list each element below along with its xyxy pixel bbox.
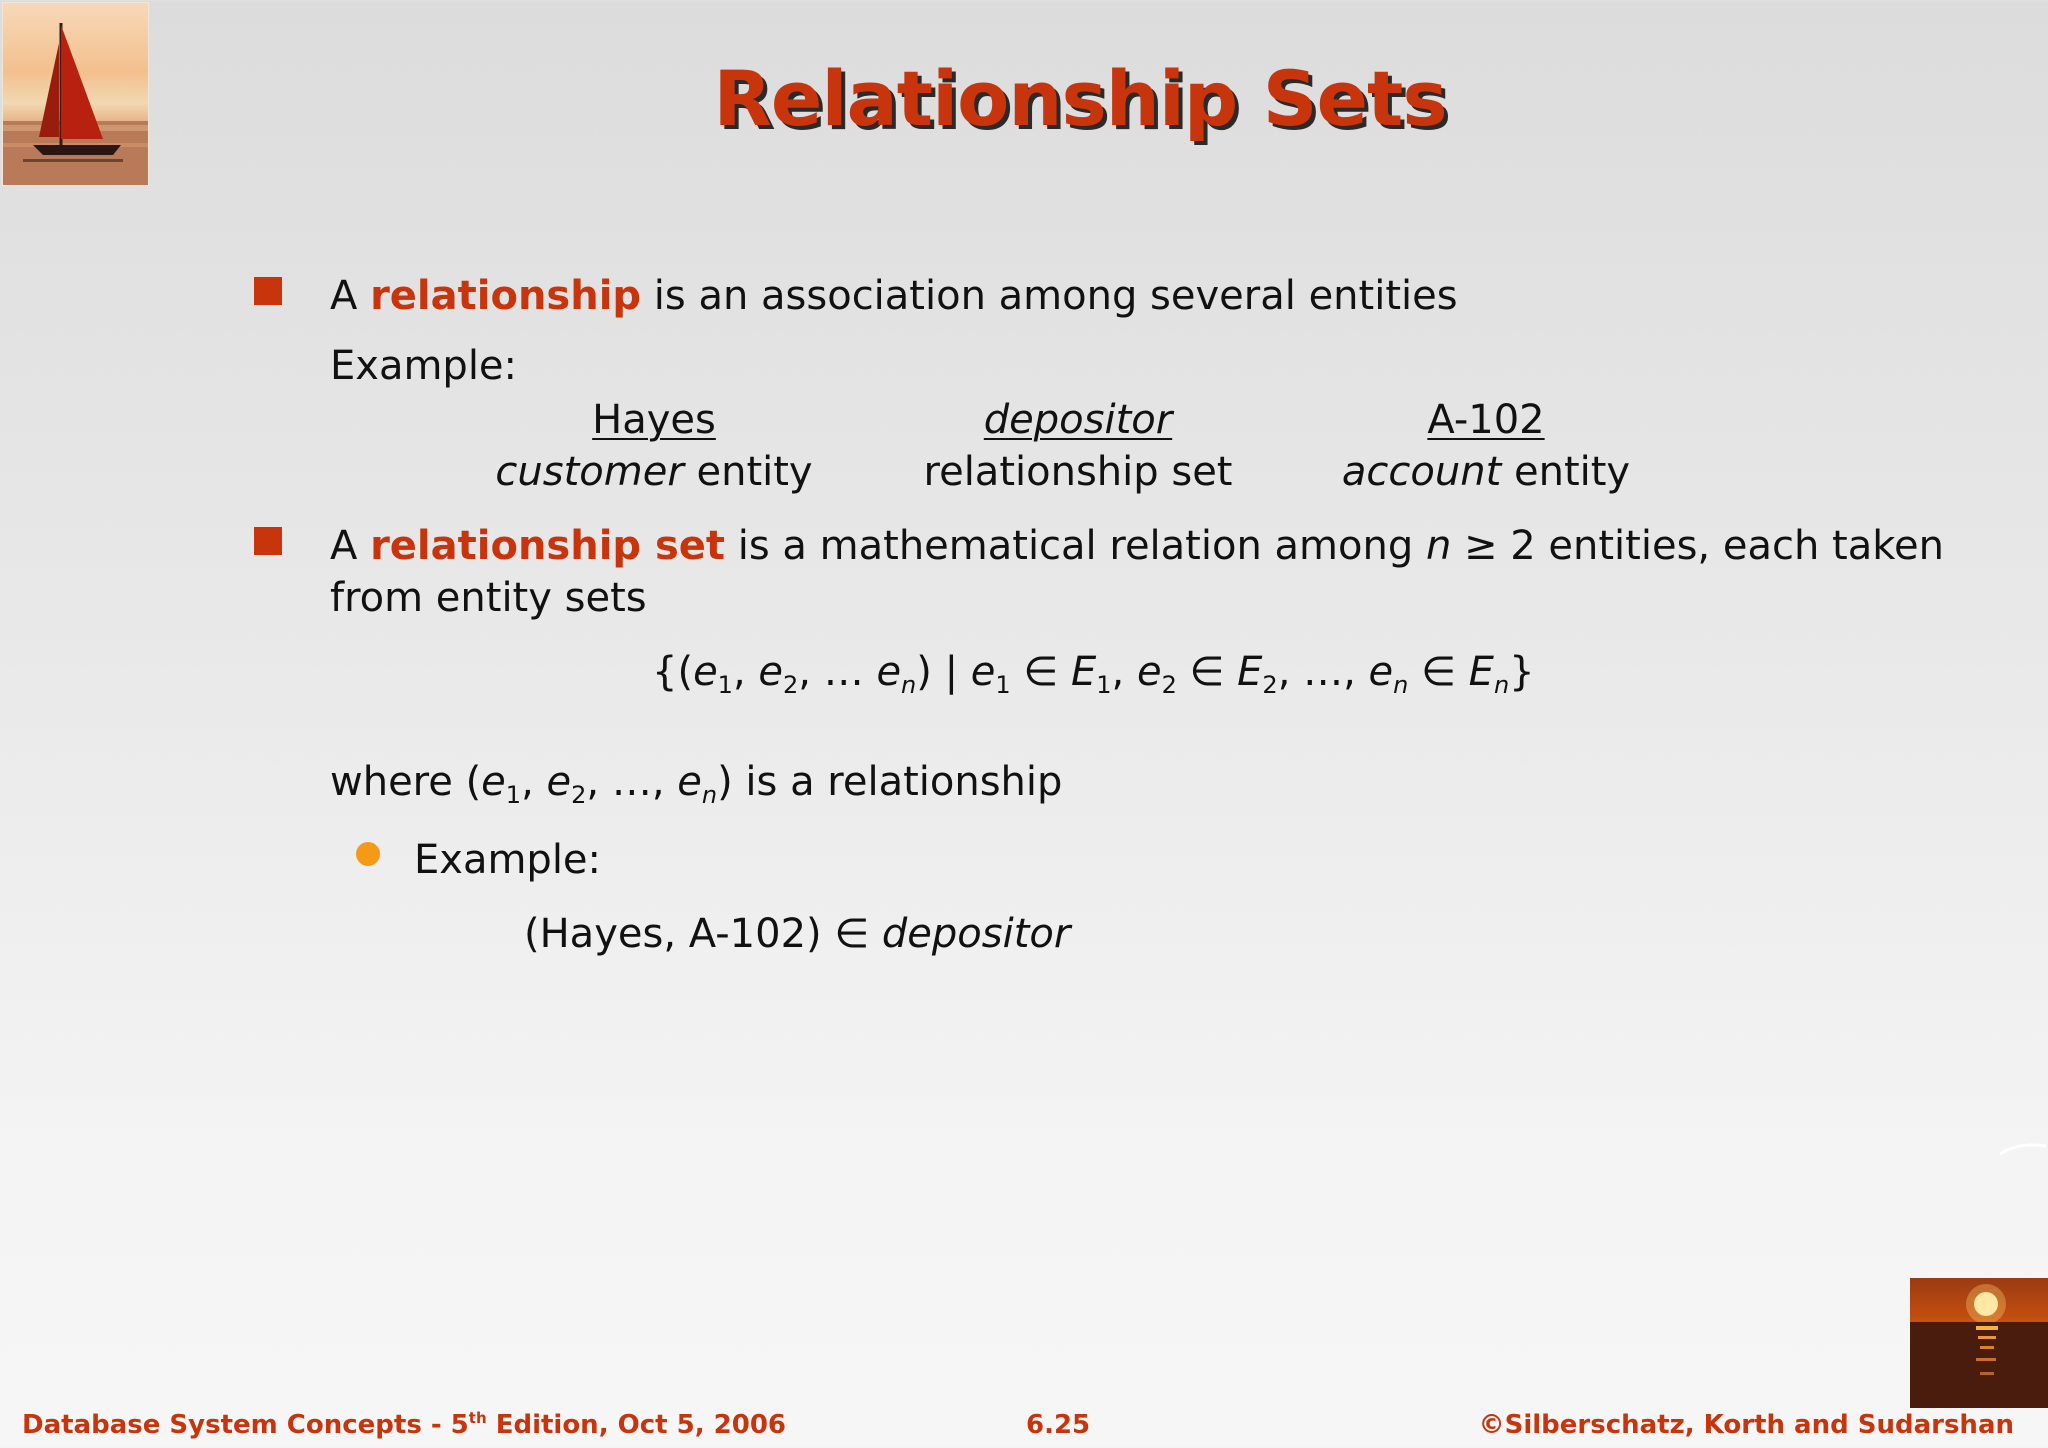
example-caption-account-entity: account entity: [1341, 449, 1631, 495]
term-relationship-set: relationship set: [370, 523, 726, 569]
sub-bullet-example-label: Example:: [414, 837, 602, 883]
bullet-2-text: A relationship set is a mathematical relation among n ≥ 2 entities, each taken: [330, 523, 1944, 569]
decorative-curve: [1998, 1142, 2048, 1156]
term-relationship: relationship: [370, 273, 642, 319]
example-entity-a102: A-102: [1427, 397, 1545, 443]
bullet-2-text-line-2: from entity sets: [330, 575, 647, 621]
sub-bullet-example-expression: (Hayes, A-102) ∈ depositor: [524, 911, 1071, 957]
example-caption-customer-entity: customer entity: [495, 449, 813, 495]
orange-dot-bullet-icon: [356, 842, 380, 866]
red-square-bullet-icon: [254, 527, 282, 555]
red-square-bullet-icon: [254, 277, 282, 305]
example-relationship-depositor: depositor: [983, 397, 1173, 443]
example-caption-relationship-set: relationship set: [923, 449, 1233, 495]
page-title: Relationship Sets: [713, 54, 1447, 143]
where-relationship-text: where ($e_1$, $e_2$, …, $e_n$) is a relationship: [330, 759, 1063, 809]
relationship-set-formula: {($e_1$, $e_2$, … $e_n$) | $e_1$ ∈ $E_1$, $e_2$ ∈ $E_2$, …, $e_n$ ∈ $E_n$}: [652, 649, 1535, 699]
bullet-1-text: A relationship is an association among several entities: [330, 273, 1458, 319]
footer-copyright: ©Silberschatz, Korth and Sudarshan: [1478, 1410, 2014, 1440]
example-label: Example:: [330, 343, 518, 389]
example-entity-hayes: Hayes: [592, 397, 716, 443]
footer-book-title: Database System Concepts - 5th Edition, Oct 5, 2006: [22, 1409, 786, 1440]
sunset-image: [1910, 1278, 2048, 1408]
footer-page-number: 6.25: [1026, 1410, 1091, 1440]
